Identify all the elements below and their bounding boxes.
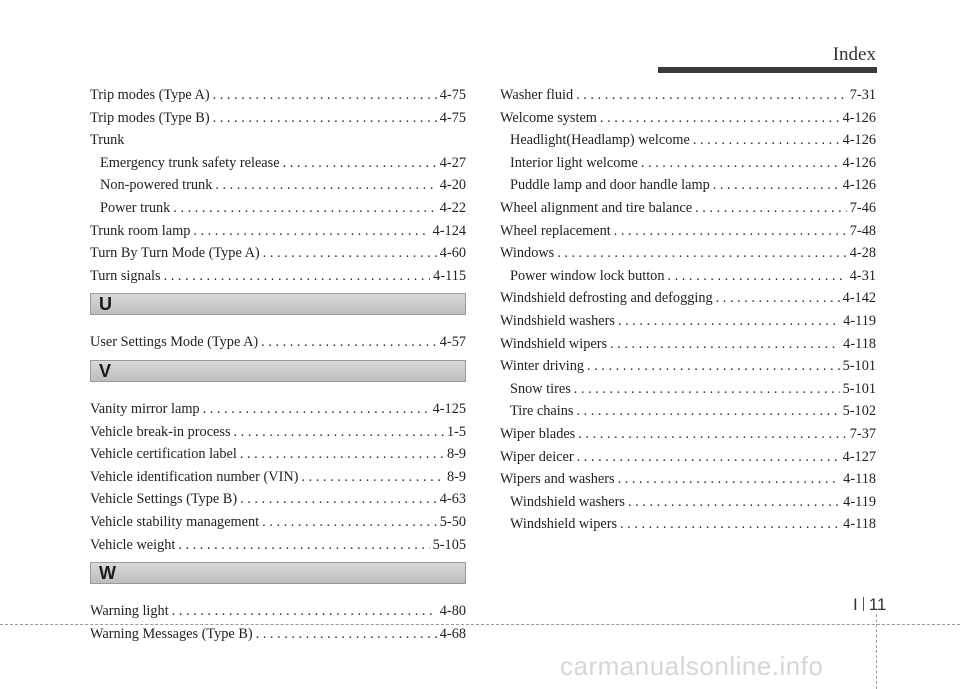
index-column-left: [90, 84, 466, 645]
entry-label: Wipers and washers: [500, 471, 615, 488]
entry-page-ref: 7-48: [849, 222, 876, 239]
index-entry: [500, 152, 876, 175]
entry-label: Tire chains: [510, 403, 574, 420]
index-entry: [500, 513, 876, 536]
entry-page-ref: 4-28: [849, 245, 876, 262]
entry-label: Power trunk: [100, 199, 171, 216]
dot-leader: [240, 443, 444, 466]
entry-list-u: [90, 331, 466, 354]
entry-label: Windshield defrosting and defogging: [500, 290, 713, 307]
section-letter-v: V: [99, 360, 112, 381]
entry-page-ref: 8-9: [446, 468, 466, 485]
entry-page-ref: 4-27: [439, 154, 466, 171]
index-entry: [500, 107, 876, 130]
index-entry: [90, 443, 466, 466]
entry-page-ref: 4-68: [439, 625, 466, 642]
entry-label: Windshield washers: [510, 493, 625, 510]
dot-leader: [240, 488, 437, 511]
dot-leader: [256, 623, 437, 646]
entry-label: Snow tires: [510, 380, 571, 397]
entry-page-ref: 1-5: [446, 423, 466, 440]
entry-label: Headlight(Headlamp) welcome: [510, 132, 690, 149]
entry-label: Turn By Turn Mode (Type A): [90, 245, 260, 262]
entry-label: Power window lock button: [510, 267, 665, 284]
entry-page-ref: 7-46: [849, 199, 876, 216]
entry-list-v: [90, 398, 466, 556]
entry-page-ref: 5-105: [432, 536, 466, 553]
dot-leader: [628, 491, 840, 514]
dot-leader: [693, 129, 840, 152]
dot-leader: [172, 600, 437, 623]
entry-page-ref: 4-57: [439, 334, 466, 351]
dot-leader: [600, 107, 840, 130]
entry-page-ref: 7-37: [849, 425, 876, 442]
entry-page-ref: 5-50: [439, 513, 466, 530]
dot-leader: [641, 152, 840, 175]
entry-page-ref: 4-119: [843, 312, 876, 329]
entry-page-ref: 4-60: [439, 245, 466, 262]
entry-label: Turn signals: [90, 267, 161, 284]
dot-leader: [576, 400, 839, 423]
entry-label: User Settings Mode (Type A): [90, 334, 259, 351]
index-entry: [500, 333, 876, 356]
dot-leader: [695, 197, 847, 220]
entry-page-ref: 4-125: [432, 400, 466, 417]
dot-leader: [614, 220, 847, 243]
entry-label: Winter driving: [500, 358, 584, 375]
entry-label: Interior light welcome: [510, 154, 638, 171]
entry-page-ref: 4-119: [843, 493, 876, 510]
index-entry: [500, 310, 876, 333]
entry-page-ref: 4-80: [439, 603, 466, 620]
footer-divider: [0, 624, 960, 625]
section-letter-w: W: [99, 563, 116, 584]
dot-leader: [164, 265, 431, 288]
entry-label: Trunk room lamp: [90, 222, 191, 239]
entry-page-ref: 4-126: [842, 109, 876, 126]
index-entry: [500, 400, 876, 423]
dot-leader: [618, 310, 840, 333]
index-entry: [500, 197, 876, 220]
index-entry: [500, 423, 876, 446]
entry-label: Wheel alignment and tire balance: [500, 199, 693, 216]
dot-leader: [262, 511, 437, 534]
dot-leader: [215, 174, 436, 197]
entry-page-ref: 5-101: [842, 380, 876, 397]
dot-leader: [618, 468, 841, 491]
index-entry: [500, 287, 876, 310]
entry-page-ref: 4-126: [842, 177, 876, 194]
entry-page-ref: 7-31: [849, 87, 876, 103]
index-entry: [90, 242, 466, 265]
entry-page-ref: 5-101: [842, 358, 876, 375]
page-number-value: 11: [868, 595, 887, 614]
index-entry: [500, 265, 876, 288]
section-header-u: [90, 293, 466, 315]
entry-label: Vehicle Settings (Type B): [90, 491, 238, 508]
entry-list-w-right: [500, 84, 876, 536]
entry-label: Windshield washers: [500, 312, 615, 329]
entry-label: Windshield wipers: [500, 335, 608, 352]
section-letter-u: U: [99, 294, 112, 315]
entry-page-ref: 4-124: [432, 222, 466, 239]
page-number-separator: [863, 597, 864, 611]
entry-page-ref: 4-126: [842, 132, 876, 149]
entry-page-ref: 4-118: [843, 335, 876, 352]
index-entry: [90, 488, 466, 511]
entry-label: Wiper blades: [500, 425, 576, 442]
entry-page-ref: 4-118: [843, 516, 876, 533]
dot-leader: [574, 378, 840, 401]
entry-label: Vehicle certification label: [90, 446, 237, 463]
entry-page-ref: 5-102: [842, 403, 876, 420]
entry-label: Trip modes (Type A): [90, 87, 210, 103]
index-entry: [90, 398, 466, 421]
page-number: [853, 595, 886, 615]
dot-leader: [203, 398, 430, 421]
entry-label: Windows: [500, 245, 555, 262]
entry-list-w: [90, 600, 466, 645]
dot-leader: [577, 446, 840, 469]
index-column-right: [500, 84, 876, 536]
dot-leader: [587, 355, 840, 378]
index-entry: [90, 129, 466, 152]
index-entry: [90, 84, 466, 107]
watermark: carmanualsonline.info: [560, 651, 824, 681]
footer-vertical-divider: [876, 614, 877, 689]
entry-label: Vehicle break-in process: [90, 423, 231, 440]
entry-page-ref: 4-115: [433, 267, 466, 284]
index-entry: [500, 174, 876, 197]
index-entry: [90, 466, 466, 489]
entry-label: Vehicle stability management: [90, 513, 260, 530]
dot-leader: [173, 197, 436, 220]
index-entry: [500, 220, 876, 243]
dot-leader: [193, 220, 429, 243]
entry-page-ref: 4-20: [439, 177, 466, 194]
entry-page-ref: 4-126: [842, 154, 876, 171]
index-entry: [90, 623, 466, 646]
entry-label: Windshield wipers: [510, 516, 618, 533]
dot-leader: [578, 423, 847, 446]
dot-leader: [713, 174, 840, 197]
entry-label: Warning Messages (Type B): [90, 625, 253, 642]
entry-label: Emergency trunk safety release: [100, 154, 280, 171]
dot-leader: [620, 513, 840, 536]
entry-page-ref: 8-9: [446, 446, 466, 463]
entry-label: Warning light: [90, 603, 169, 620]
entry-page-ref: 4-127: [842, 448, 876, 465]
dot-leader: [716, 287, 840, 310]
page-section: I: [853, 595, 858, 614]
entry-page-ref: 4-22: [439, 199, 466, 216]
index-entry: [500, 242, 876, 265]
index-entry: [90, 331, 466, 354]
index-entry: [90, 421, 466, 444]
dot-leader: [557, 242, 847, 265]
dot-leader: [667, 265, 846, 288]
entry-page-ref: 4-75: [439, 87, 466, 103]
dot-leader: [301, 466, 444, 489]
index-entry: [90, 107, 466, 130]
entry-label: Washer fluid: [500, 87, 574, 103]
entry-label: Wheel replacement: [500, 222, 611, 239]
entry-label: Puddle lamp and door handle lamp: [510, 177, 710, 194]
dot-leader: [213, 84, 437, 107]
index-entry: [500, 491, 876, 514]
entry-label: Vanity mirror lamp: [90, 400, 200, 417]
dot-leader: [283, 152, 437, 175]
index-entry: [90, 265, 466, 288]
section-header-w: [90, 562, 466, 584]
index-entry: [500, 446, 876, 469]
dot-leader: [610, 333, 840, 356]
section-header-v: [90, 360, 466, 382]
index-entry: [90, 197, 466, 220]
header-title: Index: [832, 44, 876, 65]
entry-label: Trunk: [90, 132, 125, 149]
dot-leader: [178, 534, 429, 557]
index-entry: [500, 355, 876, 378]
dot-leader: [263, 242, 437, 265]
entry-page-ref: 4-75: [439, 109, 466, 126]
index-entry: [90, 152, 466, 175]
entry-label: Non-powered trunk: [100, 177, 213, 194]
dot-leader: [261, 331, 437, 354]
entry-label: Wiper deicer: [500, 448, 574, 465]
index-entry: [500, 84, 876, 107]
entry-page-ref: 4-142: [842, 290, 876, 307]
entry-page-ref: 4-31: [849, 267, 876, 284]
index-entry: [90, 511, 466, 534]
entry-page-ref: 4-63: [439, 491, 466, 508]
index-entry: [500, 129, 876, 152]
index-entry: [500, 468, 876, 491]
index-entry: [90, 174, 466, 197]
entry-label: Vehicle identification number (VIN): [90, 468, 299, 485]
entry-page-ref: 4-118: [843, 471, 876, 488]
entry-label: Welcome system: [500, 109, 597, 126]
index-entry: [90, 534, 466, 557]
index-entry: [500, 378, 876, 401]
index-entry: [90, 600, 466, 623]
entry-label: Trip modes (Type B): [90, 109, 210, 126]
entry-list-t: [90, 84, 466, 287]
header-bar: [658, 67, 877, 73]
index-entry: [90, 220, 466, 243]
dot-leader: [234, 421, 444, 444]
entry-label: Vehicle weight: [90, 536, 176, 553]
dot-leader: [213, 107, 437, 130]
dot-leader: [576, 84, 847, 107]
